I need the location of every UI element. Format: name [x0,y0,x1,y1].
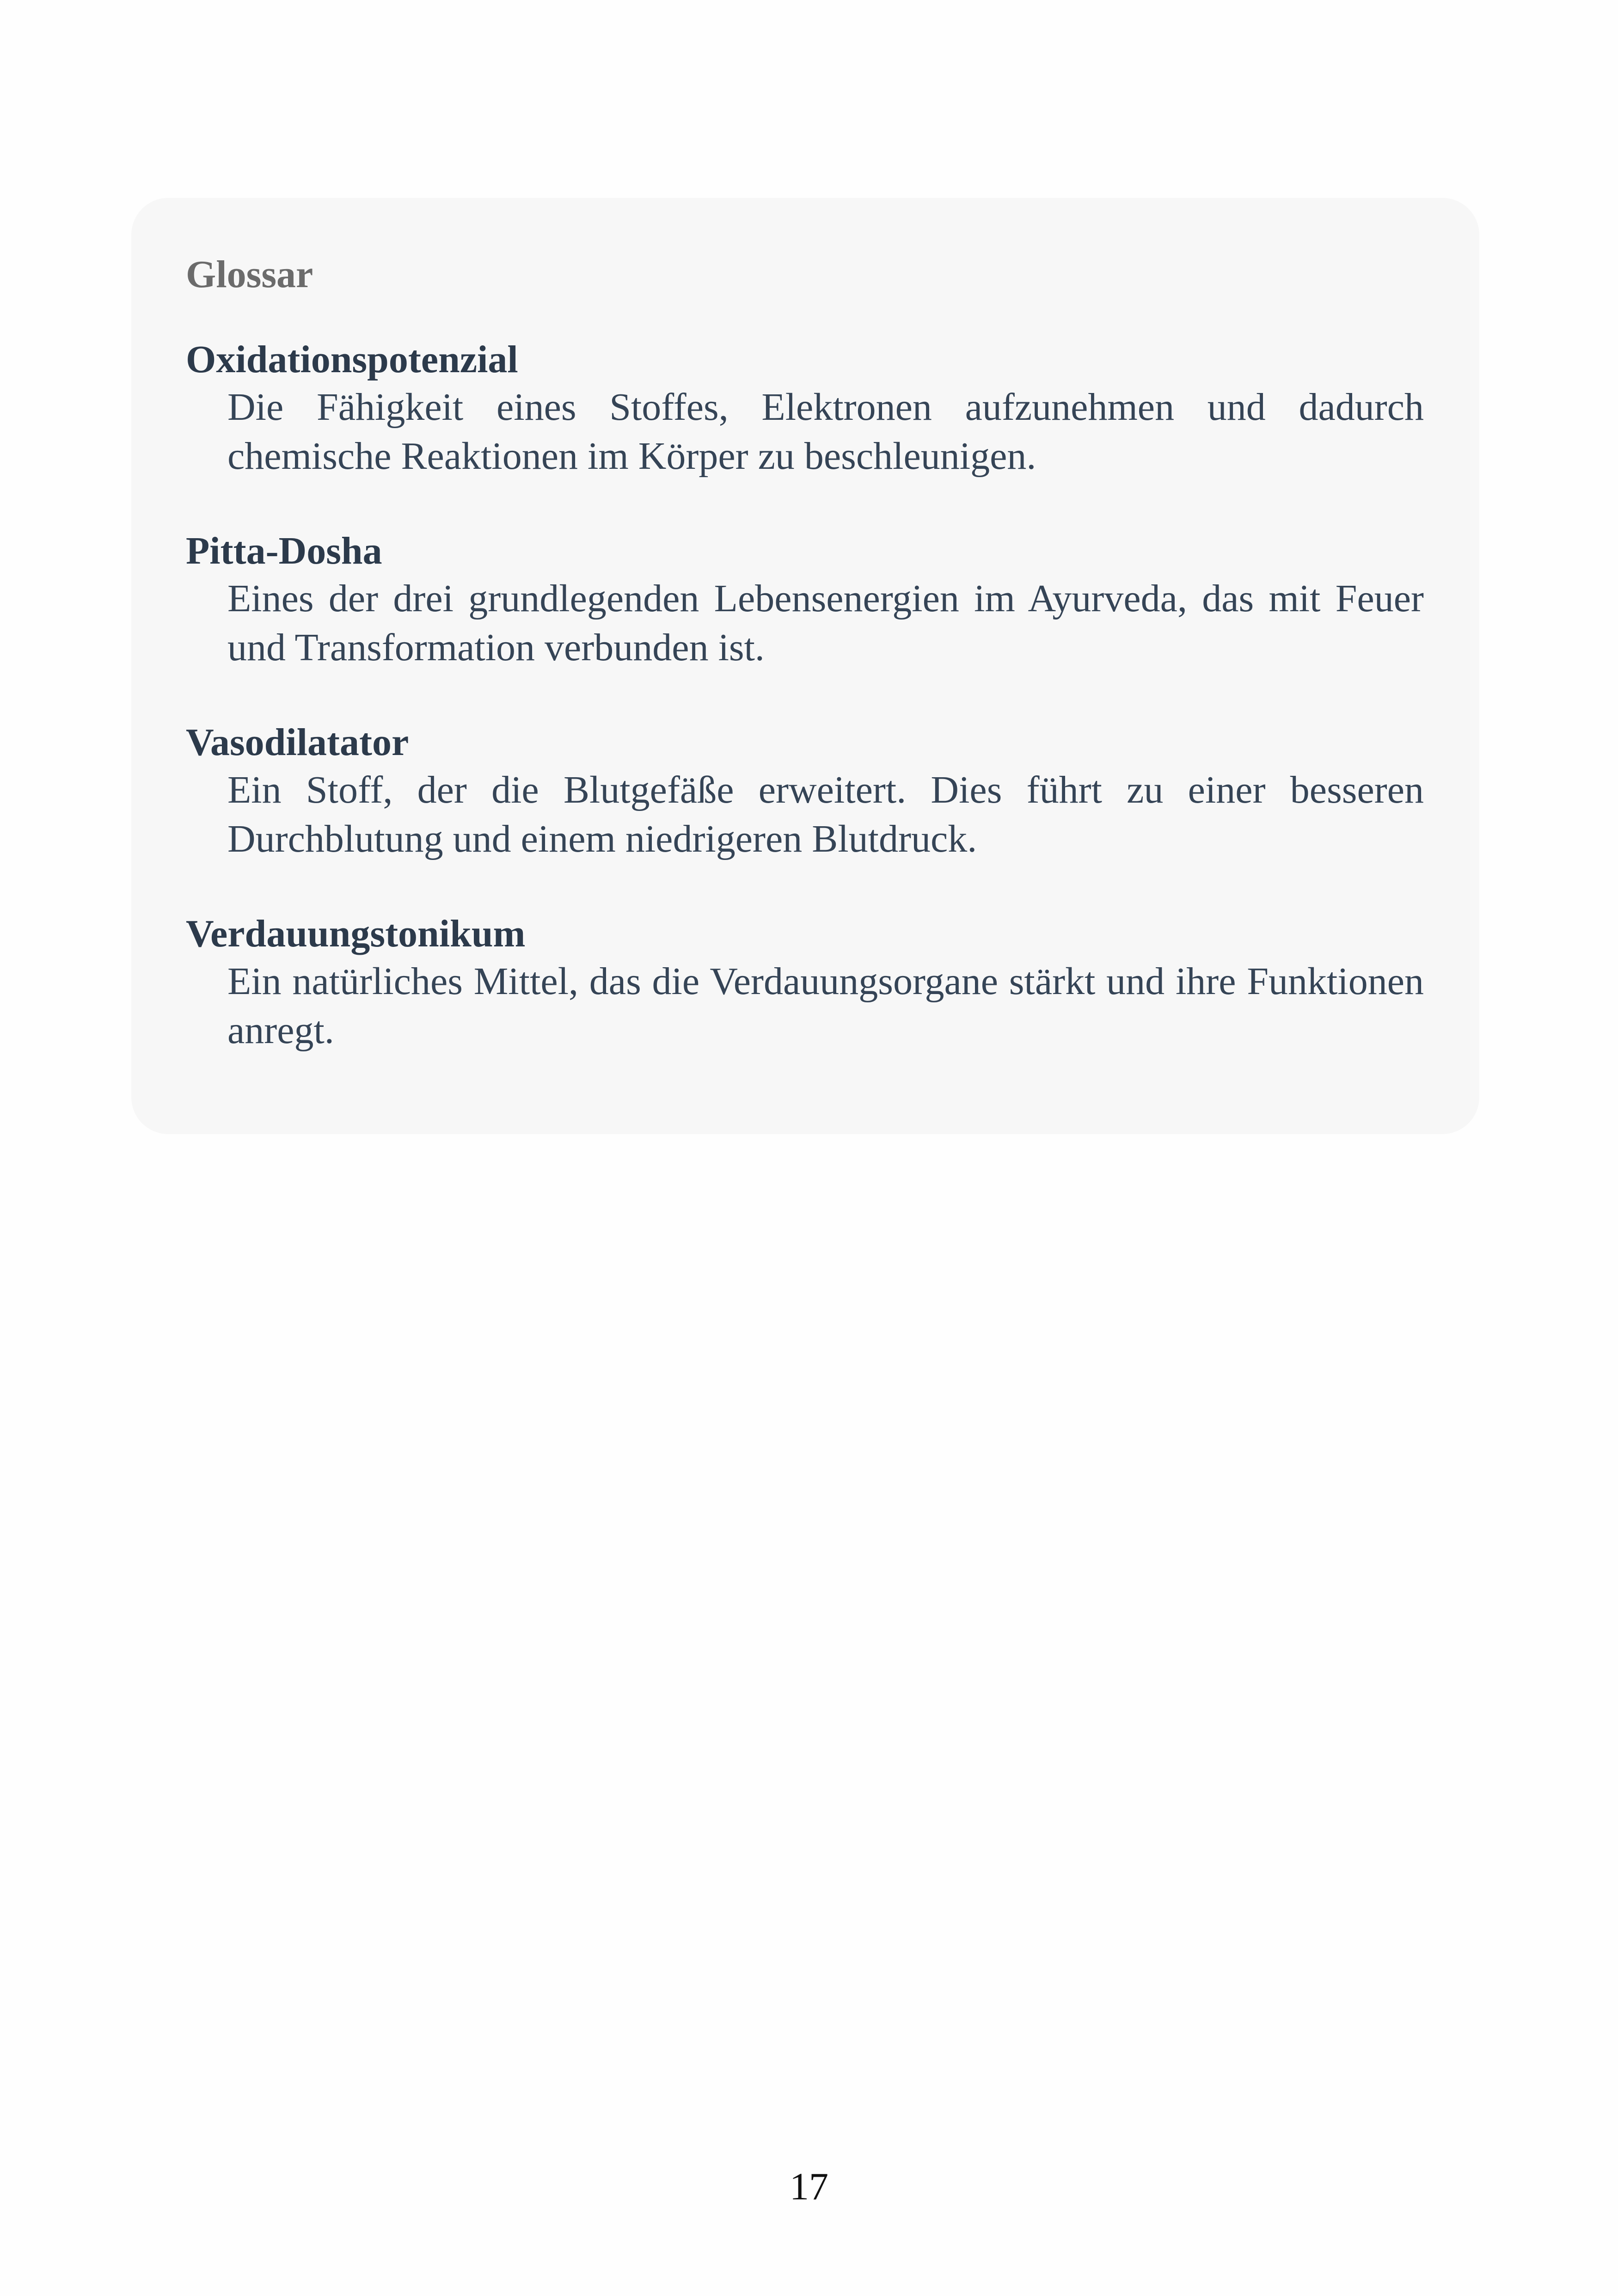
glossary-term: Pitta-Dosha [186,529,382,572]
glossary-definition: Die Fähigkeit eines Stoffes, Elektronen aufzunehmen und dadurch chemische Reaktionen im Körper zu beschleunigen. [227,386,1424,478]
glossary-definition: Ein natürliches Mittel, das die Verdauungsorgane stärkt und ihre Funktionen anregt. [227,960,1424,1052]
glossary-box [131,198,1479,1134]
glossary-entry [186,719,1424,864]
glossary-term: Oxidationspotenzial [186,338,518,381]
glossary-term: Verdauungstonikum [186,912,526,955]
page-number: 17 [790,2165,828,2208]
glossary-list [186,337,1424,1055]
glossary-definition: Ein Stoff, der die Blutgefäße erweitert. Dies führt zu einer besseren Durchblutung und einem niedrigeren Blutdruck. [227,768,1424,860]
glossary-term: Vasodilatator [186,721,409,764]
glossary-entry [186,337,1424,481]
glossary-definition: Eines der drei grundlegenden Lebensenergien im Ayurveda, das mit Feuer und Transformation verbunden ist. [227,577,1424,669]
glossary-heading: Glossar [186,253,313,296]
glossary-entry [186,528,1424,672]
glossary-entry [186,911,1424,1055]
